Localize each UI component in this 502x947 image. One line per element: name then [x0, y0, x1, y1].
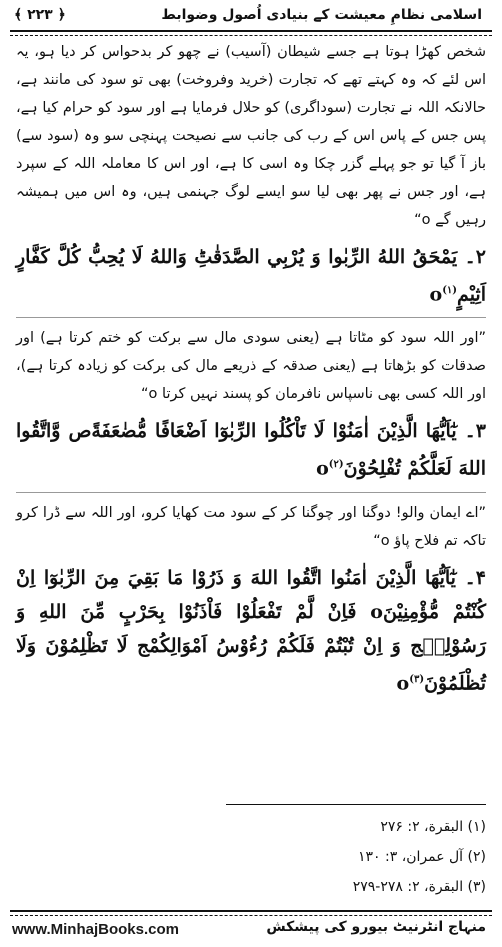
verse-block-4	[16, 561, 486, 700]
intro-paragraph: شخص کھڑا ہوتا ہے جسے شیطان (آسیب) نے چھو کر بدحواس کر دیا ہو، یہ اس لئے کہ وہ کہتے تھے کہ تجارت (خرید وفروخت) بھی تو سود کی مانند ہے، حالانکہ اللہ نے تجارت (سوداگری) کو حلال فرمایا ہے اور سود کو حرام کیا ہے، پس جس کے پاس اس کے رب کی جانب سے نصیحت پہنچی سو وہ (سود سے) باز آ گیا تو جو پہلے گزر چکا وہ اسی کا ہے، اور اس کا معاملہ اللہ کے سپرد ہے، اور جس نے پھر بھی لیا سو ایسے لوگ جہنمی ہیں، وہ اس میں ہمیشہ رہیں گے o“	[16, 44, 486, 228]
verse-block-2	[16, 240, 486, 408]
footnote-rule	[226, 804, 486, 805]
footnote-1: (۱) البقرة، ۲: ۲۷۶	[380, 819, 486, 835]
verse-block-3	[16, 414, 486, 554]
page-title: اسلامی نظامِ معیشت کے بنیادی اُصول وضوابط	[161, 7, 482, 23]
footer-url-link[interactable]: www.MinhajBooks.com	[12, 921, 179, 938]
verse-4-ref: (۳)	[409, 673, 425, 685]
main-text	[16, 38, 486, 706]
verse-3-ref: (۲)	[328, 459, 344, 471]
divider	[16, 317, 486, 318]
verse-2-arabic	[16, 240, 486, 311]
verse-4-arabic	[16, 561, 486, 700]
header-rule	[10, 30, 492, 32]
footnotes	[16, 812, 486, 902]
verse-4-number: ۴۔	[464, 566, 486, 589]
footnote-3: (۳) البقرة، ۲: ۲۷۸-۲۷۹	[352, 879, 486, 895]
verse-3-number: ۳۔	[464, 420, 486, 443]
verse-2-number: ۲۔	[464, 246, 486, 268]
page-number: ﴿ ۲۲۳ ﴾	[14, 7, 66, 23]
verse-2-text: يَمْحَقُ اللهُ الرِّبٰوا وَ يُرْبِي الصَّدَقٰتِؕ وَاللهُ لَا يُحِبُّ كُلَّ كَفَّارٍ اَثِيْمٍo	[16, 246, 486, 306]
footer-credit: منہاج انٹرنیٹ بیورو کی پیشکش	[266, 919, 486, 935]
verse-2-translation: ”اور اللہ سود کو مٹاتا ہے (یعنی سودی مال سے برکت کو ختم کرتا ہے) اور صدقات کو بڑھاتا ہے (یعنی صدقہ کے ذریعے مال کی برکت کو زیادہ کرتا ہے)، اور اللہ کسی بھی ناسپاس نافرمان کو پسند نہیں کرتا o“	[16, 330, 486, 403]
verse-3-arabic	[16, 414, 486, 485]
verse-3-translation: ”اے ایمان والو! دوگنا اور چوگنا کر کے سود مت کھایا کرو، اور اللہ سے ڈرا کرو تاکہ تم فلاح پاؤ o“	[16, 504, 486, 549]
page-footer	[10, 915, 492, 943]
verse-2-ref: (۱)	[442, 285, 458, 296]
verse-3-text: يٰٓاَيُّهَا الَّذِيْنَ اٰمَنُوْا لَا تَاْكُلُوا الرِّبٰوٓا اَضْعَافًا مُّضٰعَفَةًص وَّاتَّقُوا اللهَ لَعَلَّكُمْ تُفْلِحُوْنَo	[16, 420, 486, 480]
divider	[16, 492, 486, 493]
verse-4-text: يٰٓاَيُّهَا الَّذِيْنَ اٰمَنُوا اتَّقُوا اللهَ وَ ذَرُوْا مَا بَقِيَ مِنَ الرِّبٰوٓا اِنْ كُنْتُمْ مُّؤْمِنِيْنَo فَاِنْ لَّمْ تَفْعَلُوْا فَاْذَنُوْا بِحَرْبٍ مِّنَ اللهِ وَ رَسُوْلِهٖج وَ اِنْ تُبْتُمْ فَلَكُمْ رُءُوْسُ اَمْوَالِكُمْج لَا تَظْلِمُوْنَ وَلَا تُظْلَمُوْنَo	[16, 566, 487, 694]
footnote-2: (۲) آل عمران، ۳: ۱۳۰	[357, 849, 486, 865]
footer-rule	[10, 910, 492, 912]
